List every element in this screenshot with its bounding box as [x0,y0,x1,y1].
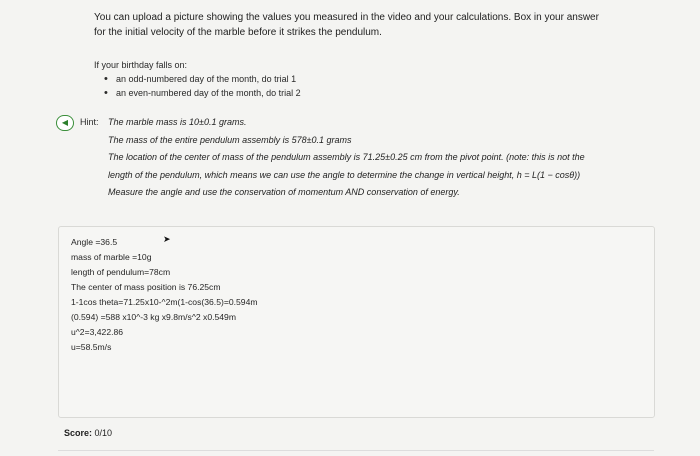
instructions-line-2: for the initial velocity of the marble before it strikes the pendulum. [94,27,382,38]
instructions-line-1: You can upload a picture showing the values you measured in the video and your calculations. Box in your answer [94,12,599,23]
list-item: • an even-numbered day of the month, do trial 2 [116,86,301,100]
mouse-cursor-icon: ➤ [163,234,171,244]
hint-text [108,114,668,202]
hint-line: The location of the center of mass of the pendulum assembly is 71.25±0.25 cm from the pivot point. (note: this is not the [108,152,585,162]
answer-line: Angle =36.5 [71,237,118,247]
answer-line: 1-1cos theta=71.25x10-^2m(1-cos(36.5)=0.594m [71,297,258,307]
divider [58,450,654,451]
answer-line: (0.594) =588 x10^-3 kg x9.8m/s^2 x0.549m [71,312,236,322]
answer-line: length of pendulum=78cm [71,267,171,277]
list-item: • an odd-numbered day of the month, do trial 1 [116,72,301,86]
score-label: Score: [64,428,93,438]
score-display [64,428,112,438]
hint-line: The mass of the entire pendulum assembly is 578±0.1 grams [108,134,352,145]
score-value: 0/10 [94,428,113,438]
answer-line: mass of marble =10g [71,252,152,262]
hint-label: Hint: [80,117,99,127]
birthday-list [94,72,301,100]
answer-text[interactable] [71,235,258,355]
instructions-text [94,10,654,40]
speaker-icon[interactable]: ◀ [56,115,74,131]
answer-line: u=58.5m/s [71,342,112,352]
hint-line: length of the pendulum, which means we can use the angle to determine the change in vertical height, h = L(1 − cosθ)) [108,169,581,180]
answer-line: The center of mass position is 76.25cm [71,282,221,292]
hint-line: The marble mass is 10±0.1 grams. [108,117,247,127]
hint-line: Measure the angle and use the conservation of momentum AND conservation of energy. [108,187,460,197]
answer-textarea[interactable] [58,226,655,418]
birthday-heading: If your birthday falls on: [94,60,188,70]
answer-line: u^2=3,422.86 [71,327,124,337]
birthday-section [94,58,301,100]
